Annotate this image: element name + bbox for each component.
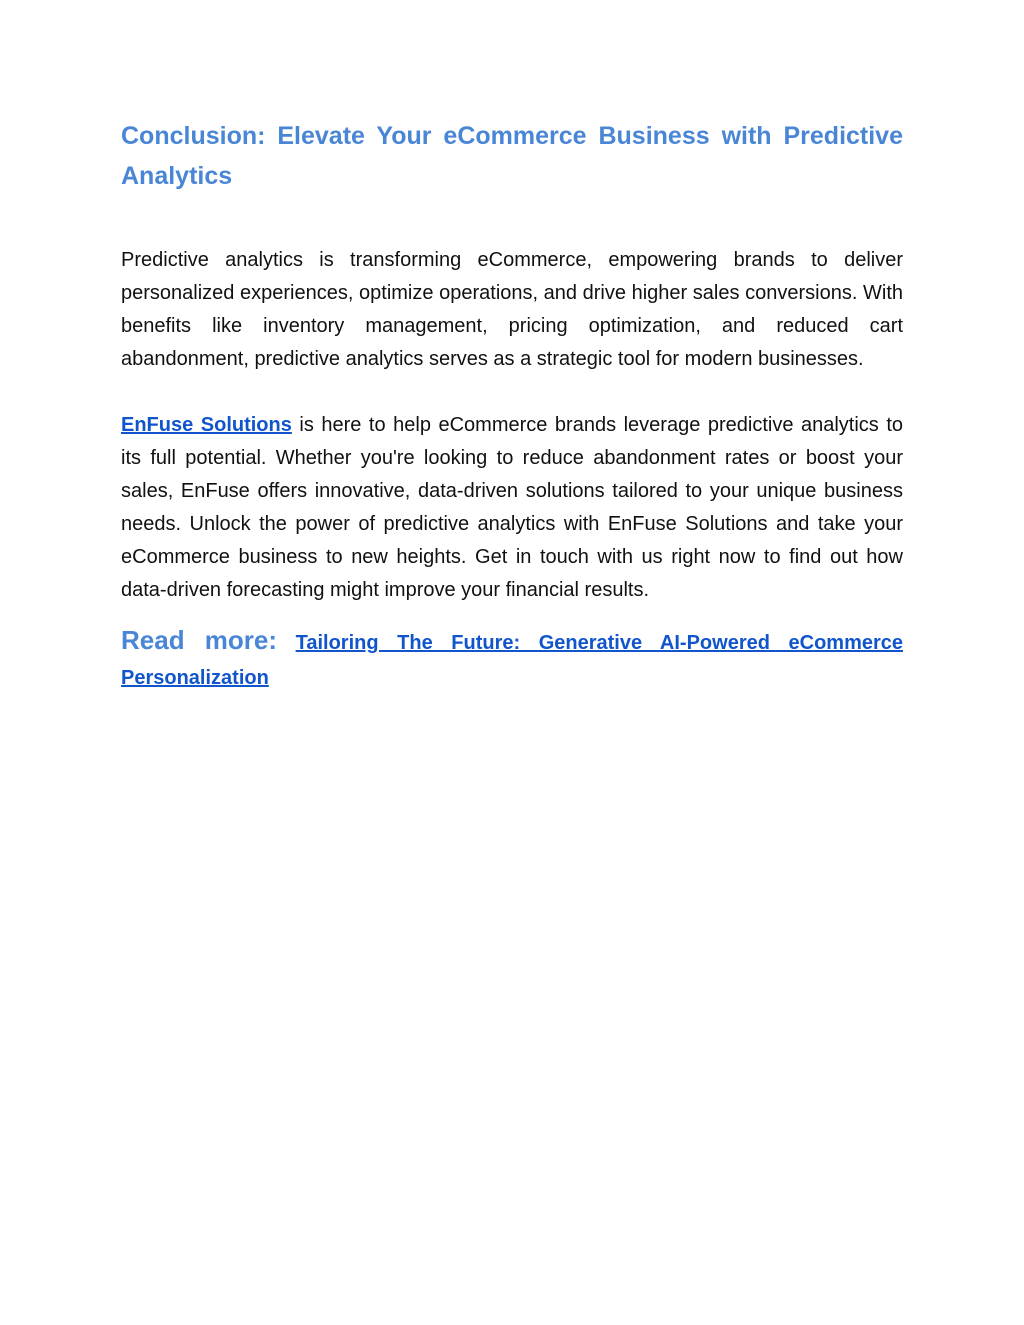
enfuse-paragraph-text: is here to help eCommerce brands leverage predictive analytics to its full potential. Whether you're looking to reduce abandonment rates or boost your sales, EnFuse offers innovative, data-driven solutions tailored to your unique business needs. Unlock the power of predictive analytics with EnFuse Solutions and take your eCommerce business to new heights. Get in touch with us right now to find out how data-driven forecasting might improve your financial results. (121, 414, 903, 601)
read-more-article-link[interactable]: Tailoring The Future: Generative AI-Powered eCommerce Personalization (121, 632, 904, 689)
read-more-label: Read more: (121, 625, 278, 655)
enfuse-solutions-link[interactable]: EnFuse Solutions (121, 414, 292, 436)
conclusion-paragraph: Predictive analytics is transforming eCommerce, empowering brands to deliver personalized experiences, optimize operations, and drive higher sales conversions. With benefits like inventory management, pricing optimization, and reduced cart abandonment, predictive analytics serves as a strategic tool for modern businesses. (121, 249, 903, 370)
document-content (121, 116, 903, 696)
enfuse-paragraph (121, 409, 903, 607)
read-more-line (121, 623, 903, 696)
section-heading: Conclusion: Elevate Your eCommerce Business with Predictive Analytics (121, 122, 903, 190)
